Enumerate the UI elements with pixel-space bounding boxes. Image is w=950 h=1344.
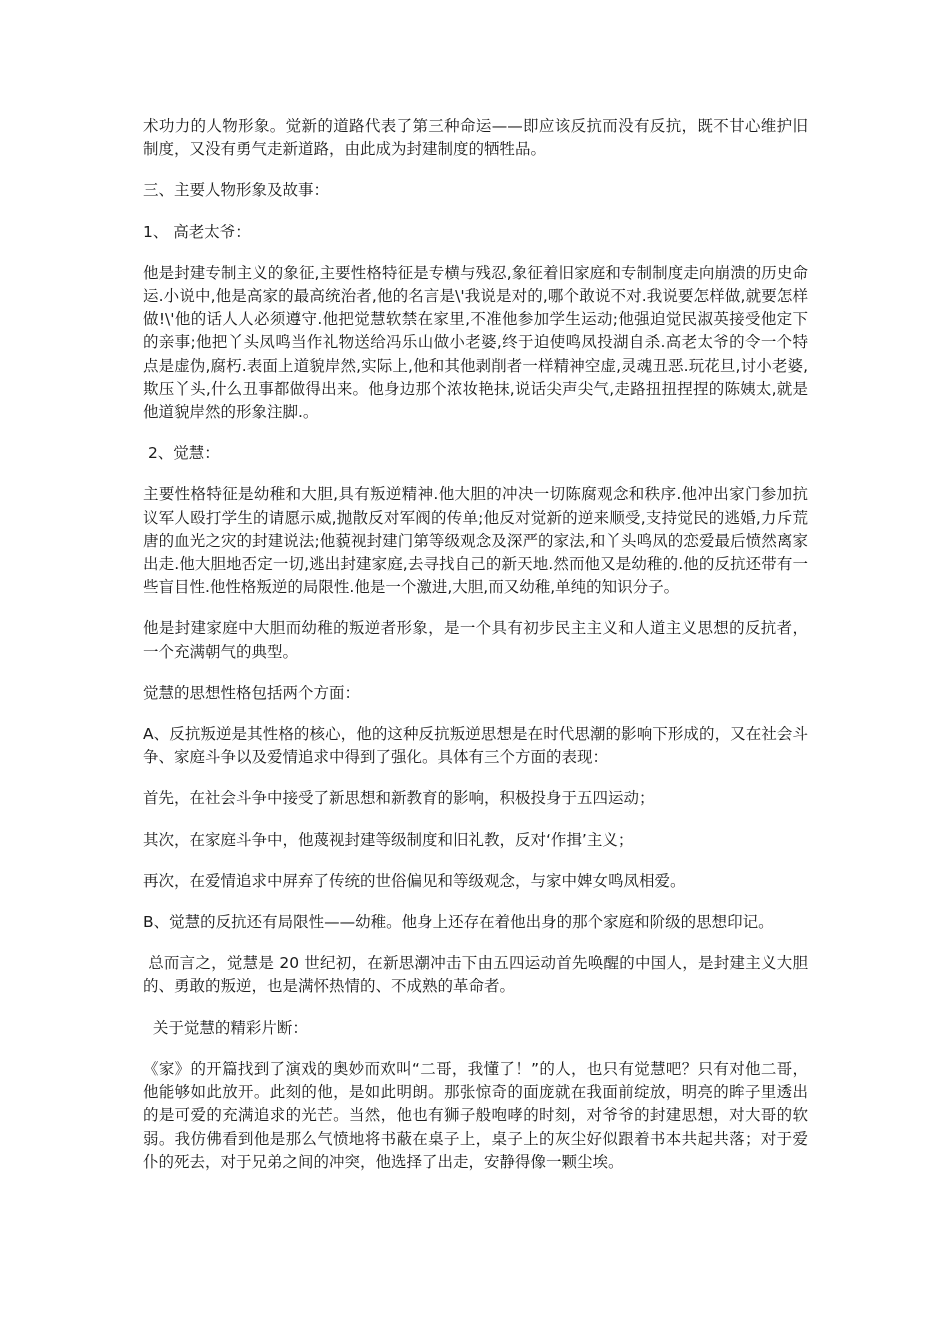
subheading-excerpts: 关于觉慧的精彩片断： [143,1018,308,1037]
paragraph-aspect-b: B、觉慧的反抗还有局限性——幼稚。他身上还存在着他出身的那个家庭和阶级的思想印记。 [143,913,774,932]
paragraph-second: 其次，在家庭斗争中，他蔑视封建等级制度和旧礼教，反对‘作揖’主义； [143,830,634,849]
paragraph-summary: 总而言之，觉慧是 20 世纪初，在新思潮冲击下由五四运动首先唤醒的中国人，是封建主义大胆的、勇敢的叛逆，也是满怀热情的、不成熟的革命者。 [143,954,808,996]
subheading-juehui: 2、觉慧： [143,444,220,463]
section-heading-main-characters: 三、主要人物形象及故事： [143,181,330,200]
paragraph-gao-laotaiye: 他是封建专制主义的象征,主要性格特征是专横与残忍,象征着旧家庭和专制制度走向崩溃的历史命运.小说中,他是高家的最高统治者,他的名言是\'我说是对的,哪个敢说不对.我说要怎样做,就要怎样做!\'他的话人人必须遵守.他把觉慧软禁在家里,不准他参加学生运动;他强迫觉民淑英接受他定下的亲事;他把丫头凤鸣当作礼物送给冯乐山做小老婆,终于迫使鸣凤投湖自杀.高老太爷的令一个特点是虚伪,腐朽.表面上道貌岸然,实际上,他和其他剥削者一样精神空虚,灵魂丑恶.玩花旦,讨小老婆,欺压丫头,什么丑事都做得出来。他身边那个浓妆艳抹,说话尖声尖气,走路扭扭捏捏的陈姨太,就是他道貌岸然的形象注脚.。 [143,263,808,422]
subheading-gao-laotaiye: 1、 高老太爷： [143,222,251,241]
paragraph-juexin-fate: 术功力的人物形象。觉新的道路代表了第三种命运——即应该反抗而没有反抗，既不甘心维护旧制度，又没有勇气走新道路，由此成为封建制度的牺牲品。 [143,117,808,159]
paragraph-aspect-a: A、反抗叛逆是其性格的核心，他的这种反抗叛逆思想是在时代思潮的影响下形成的，又在社会斗争、家庭斗争以及爱情追求中得到了强化。具体有三个方面的表现： [143,725,808,767]
paragraph-third: 再次，在爱情追求中屏弃了传统的世俗偏见和等级观念，与家中婢女鸣凤相爱。 [143,871,686,890]
paragraph-juehui-rebel: 他是封建家庭中大胆而幼稚的叛逆者形象，是一个具有初步民主主义和人道主义思想的反抗者，一个充满朝气的典型。 [143,619,808,661]
paragraph-first: 首先，在社会斗争中接受了新思想和新教育的影响，积极投身于五四运动； [143,789,655,808]
paragraph-excerpt: 《家》的开篇找到了演戏的奥妙而欢叫“二哥，我懂了！”的人，也只有觉慧吧？只有对他二哥，他能够如此放开。此刻的他，是如此明朗。那张惊奇的面庞就在我面前绽放，明亮的眸子里透出的是可爱的充满追求的光芒。当然，他也有狮子般咆哮的时刻，对爷爷的封建思想，对大哥的软弱。我仿佛看到他是那么气愤地将书蔽在桌子上，桌子上的灰尘好似跟着书本共起共落；对于爱仆的死去，对于兄弟之间的冲突，他选择了出走，安静得像一颗尘埃。 [143,1059,808,1171]
paragraph-juehui-traits: 主要性格特征是幼稚和大胆,具有叛逆精神.他大胆的冲决一切陈腐观念和秩序.他冲出家门参加抗议军人殴打学生的请愿示威,抛散反对军阀的传单;他反对觉新的逆来顺受,支持觉民的逃婚,力斥荒唐的血光之灾的封建说法;他藐视封建门第等级观念及深严的家法,和丫头鸣凤的恋爱最后愤然离家出走.他大胆地否定一切,逃出封建家庭,去寻找自己的新天地.然而他又是幼稚的.他的反抗还带有一些盲目性.他性格叛逆的局限性.他是一个激进,大胆,而又幼稚,单纯的知识分子。 [143,485,808,597]
paragraph-juehui-two-aspects: 觉慧的思想性格包括两个方面： [143,683,361,702]
document-body [143,115,808,1192]
